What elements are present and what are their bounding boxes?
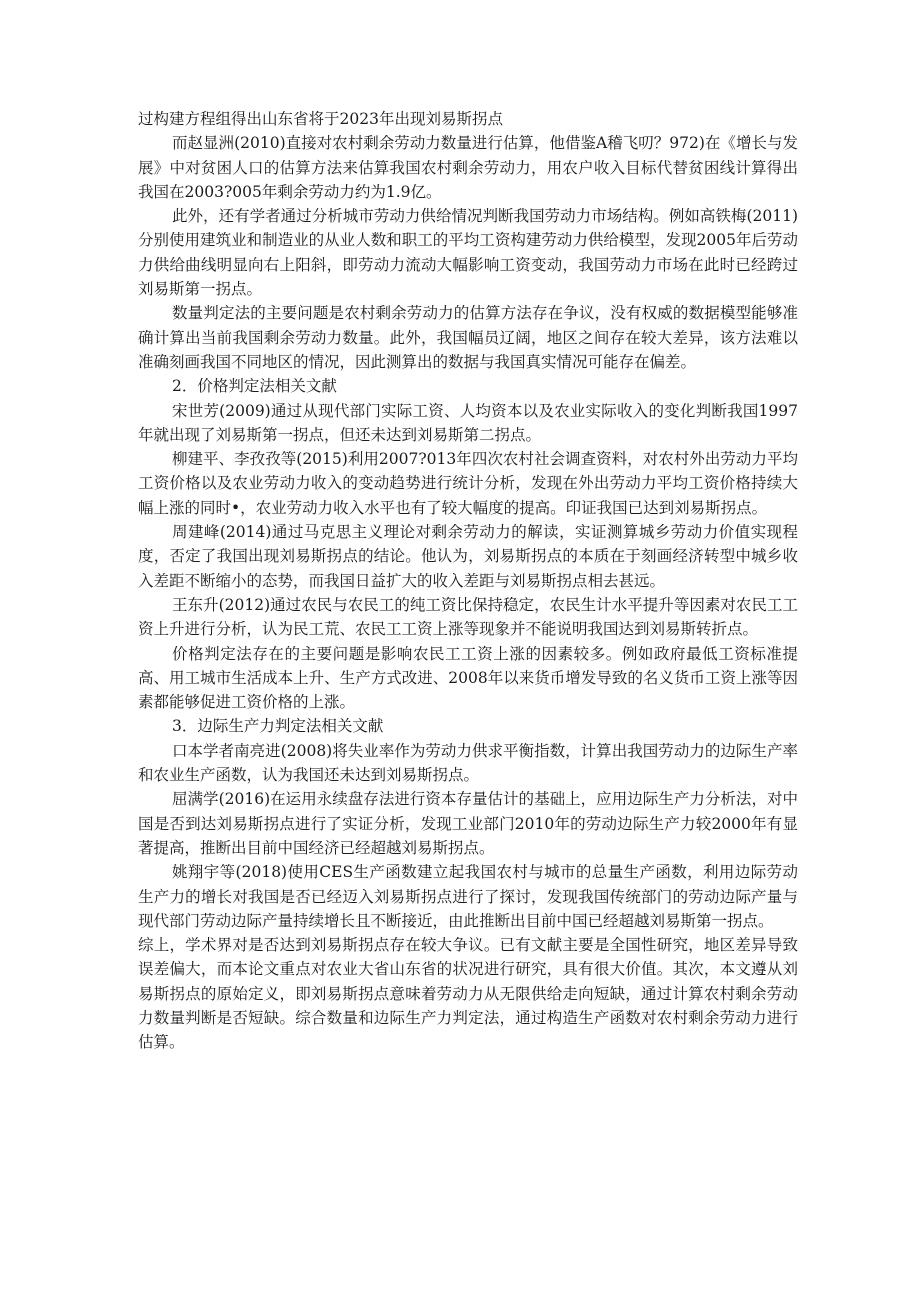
paragraph-minami: 口本学者南亮进(2008)将失业率作为劳动力供求平衡指数，计算出我国劳动力的边际生产率和农业生产函数，认为我国还未达到刘易斯拐点。 [138,741,798,785]
paragraph-price-issues: 价格判定法存在的主要问题是影响农民工工资上涨的因素较多。例如政府最低工资标准提高、用工城市生活成本上升、生产方式改进、2008年以来货币增发导致的名义货币工资上涨等因素都能够促进工资价格的上涨。 [138,644,798,712]
paragraph-zhao: 而赵显洲(2010)直接对农村剩余劳动力数量进行估算，他借鉴A稽飞叨？972)在《增长与发展》中对贫困人口的估算方法来估算我国农村剩余劳动力，用农户收入目标代替贫困线计算得出我国在2003?005年剩余劳动力约为1.9亿。 [138,134,798,201]
paragraph-quantity-issues: 数量判定法的主要问题是农村剩余劳动力的估算方法存在争议，没有权威的数据模型能够准确计算出当前我国剩余劳动力数量。此外，我国幅员辽阔，地区之间存在较大差异，该方法难以准确刻画我国不同地区的情况，因此测算出的数据与我国真实情况可能存在偏差。 [138,304,798,371]
paragraph-continuation: 过构建方程组得出山东省将于2023年出现刘易斯拐点 [138,110,503,128]
paragraph-wang: 王东升(2012)通过农民与农民工的纯工资比保持稳定，农民生计水平提升等因素对农民工工资上升进行分析，认为民工荒、农民工工资上涨等现象并不能说明我国达到刘易斯转折点。 [138,595,798,639]
paragraph-yao: 姚翔宇等(2018)使用CES生产函数建立起我国农村与城市的总量生产函数，利用边际劳动生产力的增长对我国是否已经迈入刘易斯拐点进行了探讨，发现我国传统部门的劳动边际产量与现代部门劳动边际产量持续增长且不断接近，由此推断出目前中国已经超越刘易斯第一拐点。 [138,863,798,930]
paragraph-song: 宋世芳(2009)通过从现代部门实际工资、人均资本以及农业实际收入的变化判断我国1997年就出现了刘易斯第一拐点，但还未达到刘易斯第二拐点。 [138,401,798,444]
paragraph-zhou: 周建峰(2014)通过马克思主义理论对剩余劳动力的解读，实证测算城乡劳动力价值实现程度，否定了我国出现刘易斯拐点的结论。他认为，刘易斯拐点的本质在于刻画经济转型中城乡收入差距不断缩小的态势，而我国日益扩大的收入差距与刘易斯拐点相去甚远。 [138,523,798,590]
paragraph-liu: 柳建平、李孜孜等(2015)利用2007?013年四次农村社会调查资料，对农村外出劳动力平均工资价格以及农业劳动力收入的变动趋势进行统计分析，发现在外出劳动力平均工资价格持续大幅上涨的同时•，农业劳动力收入水平也有了较大幅度的提高。印证我国已达到刘易斯拐点。 [138,450,798,517]
paragraph-summary: 综上，学术界对是否达到刘易斯拐点存在较大争议。已有文献主要是全国性研究，地区差异导致误差偏大，而本论文重点对农业大省山东省的状况进行研究，具有很大价值。其次，本文遵从刘易斯拐点的原始定义，即刘易斯拐点意味着劳动力从无限供给走向短缺，通过计算农村剩余劳动力数量判断是否短缺。综合数量和边际生产力判定法，通过构造生产函数对农村剩余劳动力进行估算。 [138,936,798,1052]
section-heading-marginal-method: 3．边际生产力判定法相关文献 [172,717,384,736]
document-body [138,107,798,1055]
section-heading-price-method: 2．价格判定法相关文献 [172,377,337,396]
paragraph-labor-supply: 此外，还有学者通过分析城市劳动力供给情况判断我国劳动力市场结构。例如高铁梅(2011)分别使用建筑业和制造业的从业人数和职工的平均工资构建劳动力供给模型，发现2005年后劳动力供给曲线明显向右上阳斜，即劳动力流动大幅影响工资变动，我国劳动力市场在此时已经跨过刘易斯第一拐点。 [138,207,798,299]
paragraph-qu: 屈满学(2016)在运用永续盘存法进行资本存量估计的基础上，应用边际生产力分析法，对中国是否到达刘易斯拐点进行了实证分析，发现工业部门2010年的劳动边际生产力较2000年有显著提高，推断出目前中国经济已经超越刘易斯拐点。 [138,790,798,857]
